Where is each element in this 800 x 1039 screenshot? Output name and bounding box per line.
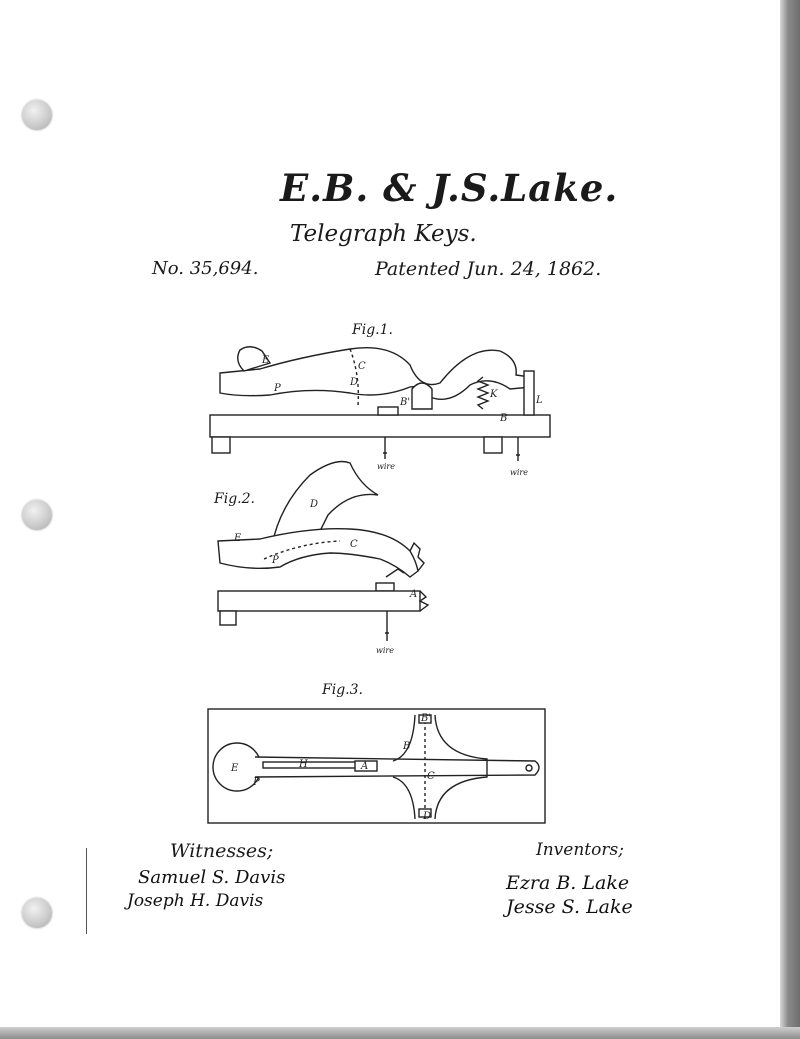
figure-3-part-label: B'	[421, 713, 432, 724]
figure-3-part-label: D	[423, 811, 432, 822]
patent-subject: Telegraph Keys.	[290, 221, 477, 247]
figure-3-part-label: E	[231, 763, 239, 774]
figure-3-drawing	[205, 705, 550, 830]
figure-3-part-label: P	[253, 777, 260, 788]
figure-1-part-label: B'	[400, 397, 411, 408]
inventor-signature: Ezra B. Lake	[506, 872, 630, 894]
figure-2-part-label: E	[234, 533, 242, 544]
figure-2-wire-label: wire	[376, 646, 394, 655]
figure-1-part-label: P	[274, 383, 281, 394]
figure-2-label: Fig.2.	[214, 491, 255, 507]
figure-1-part-label: D	[350, 377, 359, 388]
figure-3-label: Fig.3.	[322, 682, 363, 698]
figure-1-part-label: K	[490, 389, 498, 400]
patent-number: No. 35,694.	[152, 258, 259, 279]
punch-hole-middle	[22, 500, 52, 530]
patent-inventors-heading: E.B. & J.S.Lake.	[280, 166, 619, 210]
patent-date: Patented Jun. 24, 1862.	[375, 258, 602, 280]
figure-1-wire-label: wire	[377, 462, 395, 471]
figure-1-part-label: L	[536, 395, 543, 406]
figure-3-part-label: B	[403, 741, 411, 752]
figure-3-part-label: C	[427, 771, 435, 782]
scan-margin-line	[86, 848, 87, 934]
figure-1-label: Fig.1.	[352, 322, 393, 338]
scan-edge-right	[780, 0, 800, 1039]
figure-2-part-label: P	[272, 555, 279, 566]
figure-2-part-label: A	[410, 589, 418, 600]
scan-edge-bottom	[0, 1027, 800, 1039]
inventor-signature: Jesse S. Lake	[506, 896, 633, 918]
figure-1-part-label: E	[262, 355, 270, 366]
figure-3-part-label: A	[361, 761, 369, 772]
witness-signature: Samuel S. Davis	[138, 867, 286, 888]
figure-1-wire-label: wire	[510, 468, 528, 477]
figure-3-part-label: H	[299, 759, 308, 770]
punch-hole-bottom	[22, 898, 52, 928]
figure-2-part-label: D	[310, 499, 319, 510]
figure-1-part-label: C	[358, 361, 366, 372]
witness-signature: Joseph H. Davis	[127, 891, 264, 911]
figure-2-drawing	[200, 455, 440, 660]
witnesses-heading: Witnesses;	[170, 840, 274, 862]
figure-1-part-label: B	[500, 413, 508, 424]
inventors-heading: Inventors;	[536, 840, 624, 860]
punch-hole-top	[22, 100, 52, 130]
figure-2-part-label: C	[350, 539, 358, 550]
